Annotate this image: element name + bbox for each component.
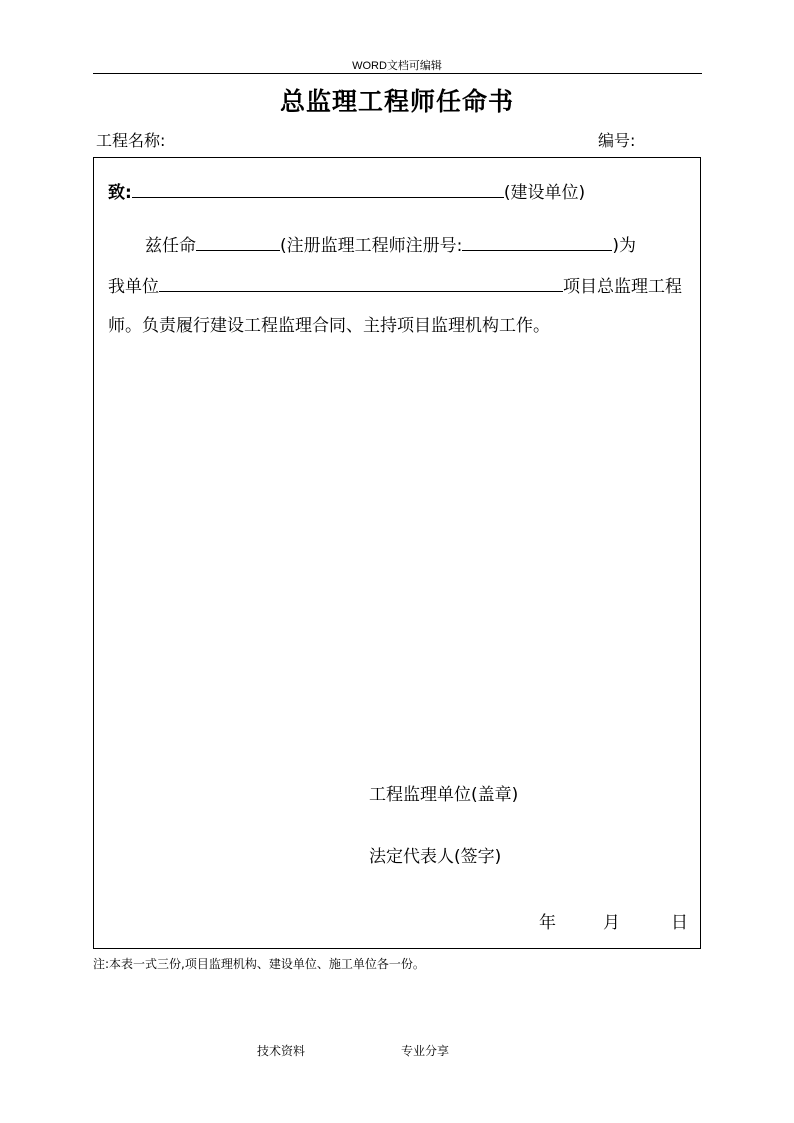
registration-label: (注册监理工程师注册号: <box>280 236 463 256</box>
legal-representative-label: 法定代表人(签字) <box>369 847 502 867</box>
document-title: 总监理工程师任命书 <box>279 87 514 116</box>
page-header-text: WORD文档可编辑 <box>352 60 442 72</box>
header-rule <box>93 73 702 74</box>
addressee-blank[interactable] <box>132 180 504 198</box>
footer-right-text: 专业分享 <box>401 1044 450 1058</box>
addressee-suffix: (建设单位) <box>503 183 586 203</box>
appointee-name-blank[interactable] <box>196 233 280 251</box>
supervision-unit-seal-label: 工程监理单位(盖章) <box>369 785 519 805</box>
date-month-label: 月 <box>603 913 620 933</box>
date-year-label: 年 <box>539 913 556 933</box>
footer-left-text: 技术资料 <box>257 1044 306 1058</box>
project-blank[interactable] <box>159 274 563 292</box>
addressee-label: 致: <box>108 183 132 203</box>
appointment-suffix: )为 <box>612 236 637 256</box>
footnote: 注:本表一式三份,项目监理机构、建设单位、施工单位各一份。 <box>93 957 425 971</box>
appointment-row <box>145 233 636 257</box>
duty-text: 师。负责履行建设工程监理合同、主持项目监理机构工作。 <box>108 316 550 336</box>
date-day-label: 日 <box>671 913 688 933</box>
unit-prefix: 我单位 <box>108 277 159 297</box>
unit-suffix: 项目总监理工程 <box>563 277 682 297</box>
addressee-row <box>108 180 585 204</box>
appointment-prefix: 兹任命 <box>145 236 196 256</box>
document-number-label: 编号: <box>598 131 636 150</box>
project-name-label: 工程名称: <box>96 131 166 150</box>
registration-number-blank[interactable] <box>462 233 612 251</box>
unit-row <box>108 274 682 298</box>
